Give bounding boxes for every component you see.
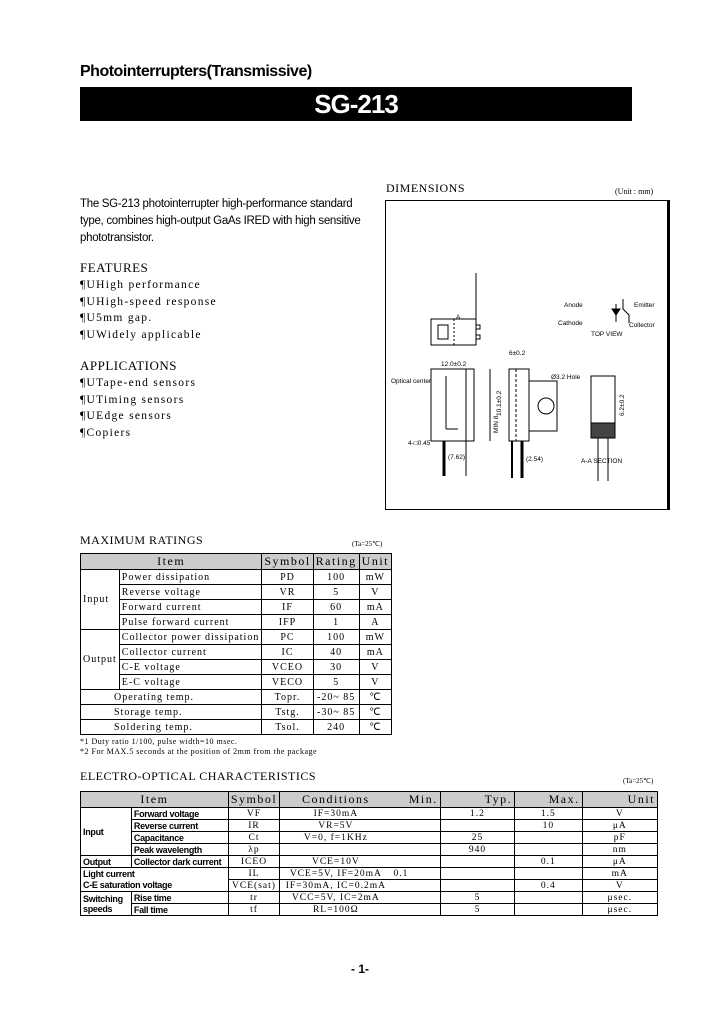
- applications-list: [80, 375, 196, 441]
- features-heading: FEATURES: [80, 260, 149, 275]
- min-cell: [392, 820, 441, 832]
- rating-cell: 5: [313, 675, 359, 690]
- table-row: [81, 868, 658, 880]
- group-switching: Switching speeds: [81, 892, 132, 916]
- item-cell: Collector current: [119, 645, 262, 660]
- symbol-cell: Tstg.: [262, 705, 313, 720]
- min-cell: [392, 856, 441, 868]
- eo-heading: ELECTRO-OPTICAL CHARACTERISTICS: [80, 769, 317, 783]
- header-unit: Unit: [582, 792, 657, 808]
- symbol-cell: VCE(sat): [228, 880, 279, 892]
- intro-text: The SG-213 photointerrupter high-performance standard type, combines high-output GaAs IRED with high sensitive phototransistor.: [80, 198, 361, 244]
- section-label: A-A SECTION: [581, 458, 623, 465]
- unit-cell: V: [582, 880, 657, 892]
- list-item: ¶UHigh-speed response: [80, 295, 217, 308]
- min-cell: [392, 832, 441, 844]
- item-cell: Fall time: [131, 904, 228, 916]
- eo-table: [80, 791, 658, 916]
- header-item: Item: [81, 792, 229, 808]
- section-height-label: 6.2±0.2: [619, 394, 626, 416]
- symbol-cell: tf: [228, 904, 279, 916]
- list-item: ¶U5mm gap.: [80, 312, 153, 324]
- rating-cell: 240: [313, 720, 359, 735]
- item-cell: Capacitance: [131, 832, 228, 844]
- table-header-row: [81, 554, 392, 570]
- symbol-cell: IF: [262, 600, 313, 615]
- max-cell: 0.1: [515, 856, 583, 868]
- dimensions-drawing: [385, 200, 670, 510]
- list-item: ¶UEdge sensors: [80, 410, 173, 422]
- rating-cell: 5: [313, 585, 359, 600]
- symbol-cell: VECO: [262, 675, 313, 690]
- symbol-cell: IFP: [262, 615, 313, 630]
- conditions-cell: [280, 844, 392, 856]
- item-cell: Forward voltage: [131, 808, 228, 820]
- header-typ: Typ.: [440, 792, 514, 808]
- table-row: [81, 570, 392, 585]
- item-cell: Reverse voltage: [119, 585, 262, 600]
- header-unit: Unit: [359, 554, 391, 570]
- table-header-row: [81, 792, 658, 808]
- max-cell: [515, 832, 583, 844]
- table-row: [81, 645, 392, 660]
- pitch2-label: (2.54): [526, 456, 543, 463]
- collector-label: Collector: [629, 322, 655, 329]
- header-max: Max.: [515, 792, 583, 808]
- top-view-label: TOP VIEW: [591, 331, 623, 338]
- height-label: 10.1±0.2: [496, 390, 503, 416]
- cathode-label: Cathode: [558, 320, 583, 327]
- item-cell: Operating temp.: [81, 690, 262, 705]
- unit-cell: mA: [359, 645, 391, 660]
- conditions-cell: VCE=10V: [280, 856, 392, 868]
- symbol-cell: λp: [228, 844, 279, 856]
- symbol-cell: VF: [228, 808, 279, 820]
- table-row: [81, 615, 392, 630]
- header-symbol: Symbol: [262, 554, 313, 570]
- rating-cell: 1: [313, 615, 359, 630]
- eo-condition: (Ta=25℃): [623, 777, 654, 785]
- unit-cell: V: [582, 808, 657, 820]
- typ-cell: 25: [440, 832, 514, 844]
- conditions-cell: VR=5V: [280, 820, 392, 832]
- min-cell: [392, 844, 441, 856]
- table-row: [81, 880, 658, 892]
- table-row: [81, 690, 392, 705]
- model-banner: SG-213: [80, 87, 632, 121]
- min-cell: [392, 892, 441, 904]
- item-cell: Pulse forward current: [119, 615, 262, 630]
- hole-label: Ø3.2 Hole: [551, 374, 581, 381]
- lead-label: 4-□0.45: [408, 440, 431, 447]
- rating-cell: 100: [313, 570, 359, 585]
- width-label: 12.0±0.2: [441, 361, 467, 368]
- unit-cell: mW: [359, 570, 391, 585]
- emitter-label: Emitter: [634, 302, 655, 309]
- max-cell: [515, 892, 583, 904]
- min-cell: [392, 808, 441, 820]
- package-outline-drawing: [386, 201, 667, 509]
- max-cell: [515, 868, 583, 880]
- item-cell: C-E voltage: [119, 660, 262, 675]
- typ-cell: [440, 868, 514, 880]
- item-cell: Light current: [81, 868, 229, 880]
- conditions-cell: RL=100Ω: [280, 904, 392, 916]
- symbol-cell: ICEO: [228, 856, 279, 868]
- anode-label: Anode: [564, 302, 583, 309]
- rating-cell: 40: [313, 645, 359, 660]
- max-ratings-heading: MAXIMUM RATINGS: [80, 533, 204, 547]
- unit-cell: A: [359, 615, 391, 630]
- symbol-cell: IR: [228, 820, 279, 832]
- list-item: ¶UTiming sensors: [80, 393, 185, 406]
- table-row: [81, 585, 392, 600]
- unit-cell: mW: [359, 630, 391, 645]
- symbol-cell: PC: [262, 630, 313, 645]
- max-ratings-condition: (Ta=25℃): [352, 540, 383, 548]
- group-input: Input: [81, 570, 120, 630]
- item-cell: Soldering temp.: [81, 720, 262, 735]
- conditions-cell: IF=30mA, IC=0.2mA: [280, 880, 392, 892]
- item-cell: E-C voltage: [119, 675, 262, 690]
- unit-cell: V: [359, 585, 391, 600]
- typ-cell: 940: [440, 844, 514, 856]
- rating-cell: -20~ 85: [313, 690, 359, 705]
- unit-cell: μsec.: [582, 904, 657, 916]
- max-cell: 0.4: [515, 880, 583, 892]
- max-cell: [515, 844, 583, 856]
- symbol-cell: IL: [228, 868, 279, 880]
- conditions-cell: IF=30mA: [280, 808, 392, 820]
- item-cell: C-E saturation voltage: [81, 880, 229, 892]
- table-row: [81, 844, 658, 856]
- group-output: Output: [81, 856, 132, 868]
- max-ratings-table: [80, 553, 392, 735]
- item-cell: Rise time: [131, 892, 228, 904]
- rating-cell: 100: [313, 630, 359, 645]
- unit-cell: mA: [582, 868, 657, 880]
- typ-cell: 5: [440, 904, 514, 916]
- rating-cell: 60: [313, 600, 359, 615]
- symbol-cell: VR: [262, 585, 313, 600]
- features-list: [80, 277, 217, 343]
- list-item: ¶Copiers: [80, 426, 132, 439]
- item-cell: Power dissipation: [119, 570, 262, 585]
- item-cell: Collector power dissipation: [119, 630, 262, 645]
- category-title: Photointerrupters(Transmissive): [80, 63, 312, 80]
- symbol-cell: VCEO: [262, 660, 313, 675]
- group-input: Input: [81, 808, 132, 856]
- header-rating: Rating: [313, 554, 359, 570]
- header-symbol: Symbol: [228, 792, 279, 808]
- conditions-cell: VCC=5V, IC=2mA: [280, 892, 392, 904]
- symbol-cell: Ct: [228, 832, 279, 844]
- dimensions-unit: (Unit : mm): [615, 187, 654, 196]
- header-conditions: Conditions: [280, 792, 392, 808]
- unit-cell: mA: [359, 600, 391, 615]
- max-cell: 1.5: [515, 808, 583, 820]
- header-item: Item: [81, 554, 262, 570]
- table-row: [81, 892, 658, 904]
- item-cell: Forward current: [119, 600, 262, 615]
- list-item: ¶UWidely applicable: [80, 328, 202, 341]
- rating-cell: 30: [313, 660, 359, 675]
- conditions-cell: VCE=5V, IF=20mA: [280, 868, 392, 880]
- typ-cell: [440, 880, 514, 892]
- typ-cell: [440, 856, 514, 868]
- unit-cell: nm: [582, 844, 657, 856]
- table-row: [81, 705, 392, 720]
- section-marker: A: [456, 314, 461, 321]
- group-output: Output: [81, 630, 120, 690]
- depth-label: 6±0.2: [509, 350, 526, 357]
- item-cell: Peak wavelength: [131, 844, 228, 856]
- item-cell: Collector dark current: [131, 856, 228, 868]
- unit-cell: V: [359, 660, 391, 675]
- min-cell: 0.1: [392, 868, 441, 880]
- table-row: [81, 630, 392, 645]
- dimensions-heading: DIMENSIONS: [386, 181, 466, 195]
- typ-cell: 1.2: [440, 808, 514, 820]
- min-cell: [392, 904, 441, 916]
- typ-cell: 5: [440, 892, 514, 904]
- table-row: [81, 820, 658, 832]
- table-row: [81, 675, 392, 690]
- unit-cell: ℃: [359, 690, 391, 705]
- footnote-2: *2 For MAX.5 seconds at the position of 2mm from the package: [80, 747, 318, 756]
- typ-cell: [440, 820, 514, 832]
- table-row: [81, 904, 658, 916]
- unit-cell: pF: [582, 832, 657, 844]
- table-row: [81, 832, 658, 844]
- table-row: [81, 600, 392, 615]
- unit-cell: μsec.: [582, 892, 657, 904]
- unit-cell: V: [359, 675, 391, 690]
- symbol-cell: Tsol.: [262, 720, 313, 735]
- pitch-label: (7.62): [448, 454, 465, 461]
- list-item: ¶UHigh performance: [80, 279, 201, 291]
- applications-heading: APPLICATIONS: [80, 358, 178, 373]
- header-min: Min.: [392, 792, 441, 808]
- conditions-cell: V=0, f=1KHz: [280, 832, 392, 844]
- page-number: - 1-: [351, 962, 369, 976]
- footnote-1: *1 Duty ratio 1/100, pulse width=10 msec.: [80, 737, 238, 746]
- item-cell: Storage temp.: [81, 705, 262, 720]
- min-label: MIN 8: [493, 415, 500, 433]
- max-cell: 10: [515, 820, 583, 832]
- min-cell: [392, 880, 441, 892]
- table-row: [81, 856, 658, 868]
- rating-cell: -30~ 85: [313, 705, 359, 720]
- table-row: [81, 808, 658, 820]
- symbol-cell: tr: [228, 892, 279, 904]
- symbol-cell: IC: [262, 645, 313, 660]
- unit-cell: ℃: [359, 720, 391, 735]
- list-item: ¶UTape-end sensors: [80, 377, 197, 389]
- unit-cell: μA: [582, 856, 657, 868]
- symbol-cell: PD: [262, 570, 313, 585]
- symbol-cell: Topr.: [262, 690, 313, 705]
- optical-center-label: Optical center: [391, 378, 432, 385]
- table-row: [81, 660, 392, 675]
- unit-cell: μA: [582, 820, 657, 832]
- max-cell: [515, 904, 583, 916]
- item-cell: Reverse current: [131, 820, 228, 832]
- table-row: [81, 720, 392, 735]
- unit-cell: ℃: [359, 705, 391, 720]
